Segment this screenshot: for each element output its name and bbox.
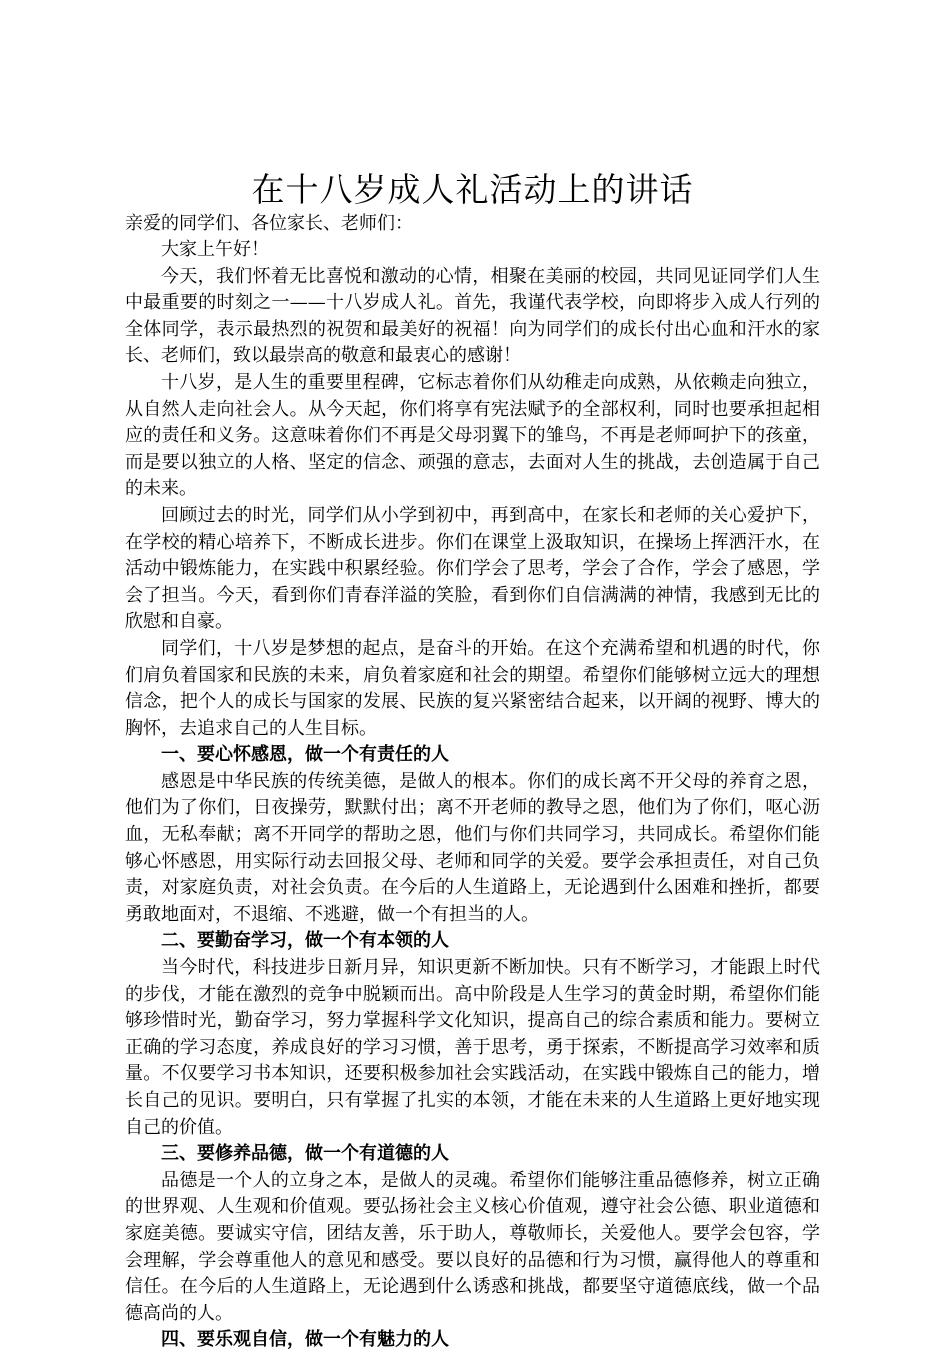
section-heading: 四、要乐观自信，做一个有魅力的人 — [161, 1329, 449, 1351]
intro-paragraph: 今天，我们怀着无比喜悦和激动的心情，相聚在美丽的校园，共同见证同学们人生中最重要的时刻之一——十八岁成人礼。首先，我谨代表学校，向即将步入成人行列的全体同学，表示最热烈的祝贺和最美好的祝福！向为同学们的成长付出心血和汗水的家长、老师们，致以最崇高的敬意和最衷心的感谢！ — [125, 265, 820, 367]
section-body: 品德是一个人的立身之本，是做人的灵魂。希望你们能够注重品德修养，树立正确的世界观、人生观和价值观。要弘扬社会主义核心价值观，遵守社会公德、职业道德和家庭美德。要诚实守信，团结友善，乐于助人，尊敬师长，关爱他人。要学会包容，学会理解，学会尊重他人的意见和感受。要以良好的品德和行为习惯，赢得他人的尊重和信任。在今后的人生道路上，无论遇到什么诱惑和挑战，都要坚守道德底线，做一个品德高尚的人。 — [125, 1169, 820, 1324]
intro-paragraph: 十八岁，是人生的重要里程碑，它标志着你们从幼稚走向成熟，从依赖走向独立，从自然人走向社会人。从今天起，你们将享有宪法赋予的全部权利，同时也要承担起相应的责任和义务。这意味着你们不再是父母羽翼下的雏鸟，不再是老师呵护下的孩童，而是要以独立的人格、坚定的信念、顽强的意志，去面对人生的挑战，去创造属于自己的未来。 — [125, 371, 820, 500]
section-heading: 一、要心怀感恩，做一个有责任的人 — [161, 744, 449, 766]
document-page — [125, 170, 820, 1354]
salutation: 亲爱的同学们、各位家长、老师们： — [125, 213, 413, 234]
section-heading: 二、要勤奋学习，做一个有本领的人 — [161, 930, 449, 952]
intro-paragraph: 同学们，十八岁是梦想的起点，是奋斗的开始。在这个充满希望和机遇的时代，你们肩负着国家和民族的未来，肩负着家庭和社会的期望。希望你们能够树立远大的理想信念，把个人的成长与国家的发展、民族的复兴紧密结合起来，以开阔的视野、博大的胸怀，去追求自己的人生目标。 — [125, 637, 820, 739]
intro-paragraph: 回顾过去的时光，同学们从小学到初中，再到高中，在家长和老师的关心爱护下，在学校的精心培养下，不断成长进步。你们在课堂上汲取知识，在操场上挥洒汗水，在活动中锻炼能力，在实践中积累经验。你们学会了思考，学会了合作，学会了感恩，学会了担当。今天，看到你们青春洋溢的笑脸，看到你们自信满满的神情，我感到无比的欣慰和自豪。 — [125, 504, 820, 633]
document-title: 在十八岁成人礼活动上的讲话 — [251, 170, 694, 209]
section-body: 感恩是中华民族的传统美德，是做人的根本。你们的成长离不开父母的养育之恩，他们为了你们，日夜操劳，默默付出；离不开老师的教导之恩，他们为了你们，呕心沥血，无私奉献；离不开同学的帮助之恩，他们与你们共同学习，共同成长。希望你们能够心怀感恩，用实际行动去回报父母、老师和同学的关爱。要学会承担责任，对自己负责，对家庭负责，对社会负责。在今后的人生道路上，无论遇到什么困难和挫折，都要勇敢地面对，不退缩、不逃避，做一个有担当的人。 — [125, 770, 820, 925]
section-body: 当今时代，科技进步日新月异，知识更新不断加快。只有不断学习，才能跟上时代的步伐，才能在激烈的竞争中脱颖而出。高中阶段是人生学习的黄金时期，希望你们能够珍惜时光，勤奋学习，努力掌握科学文化知识，提高自己的综合素质和能力。要树立正确的学习态度，养成良好的学习习惯，善于思考，勇于探索，不断提高学习效率和质量。不仅要学习书本知识，还要积极参加社会实践活动，在实践中锻炼自己的能力，增长自己的见识。要明白，只有掌握了扎实的本领，才能在未来的人生道路上更好地实现自己的价值。 — [125, 957, 820, 1138]
greeting: 大家上午好！ — [161, 239, 269, 260]
section-heading: 三、要修养品德，做一个有道德的人 — [161, 1143, 449, 1165]
